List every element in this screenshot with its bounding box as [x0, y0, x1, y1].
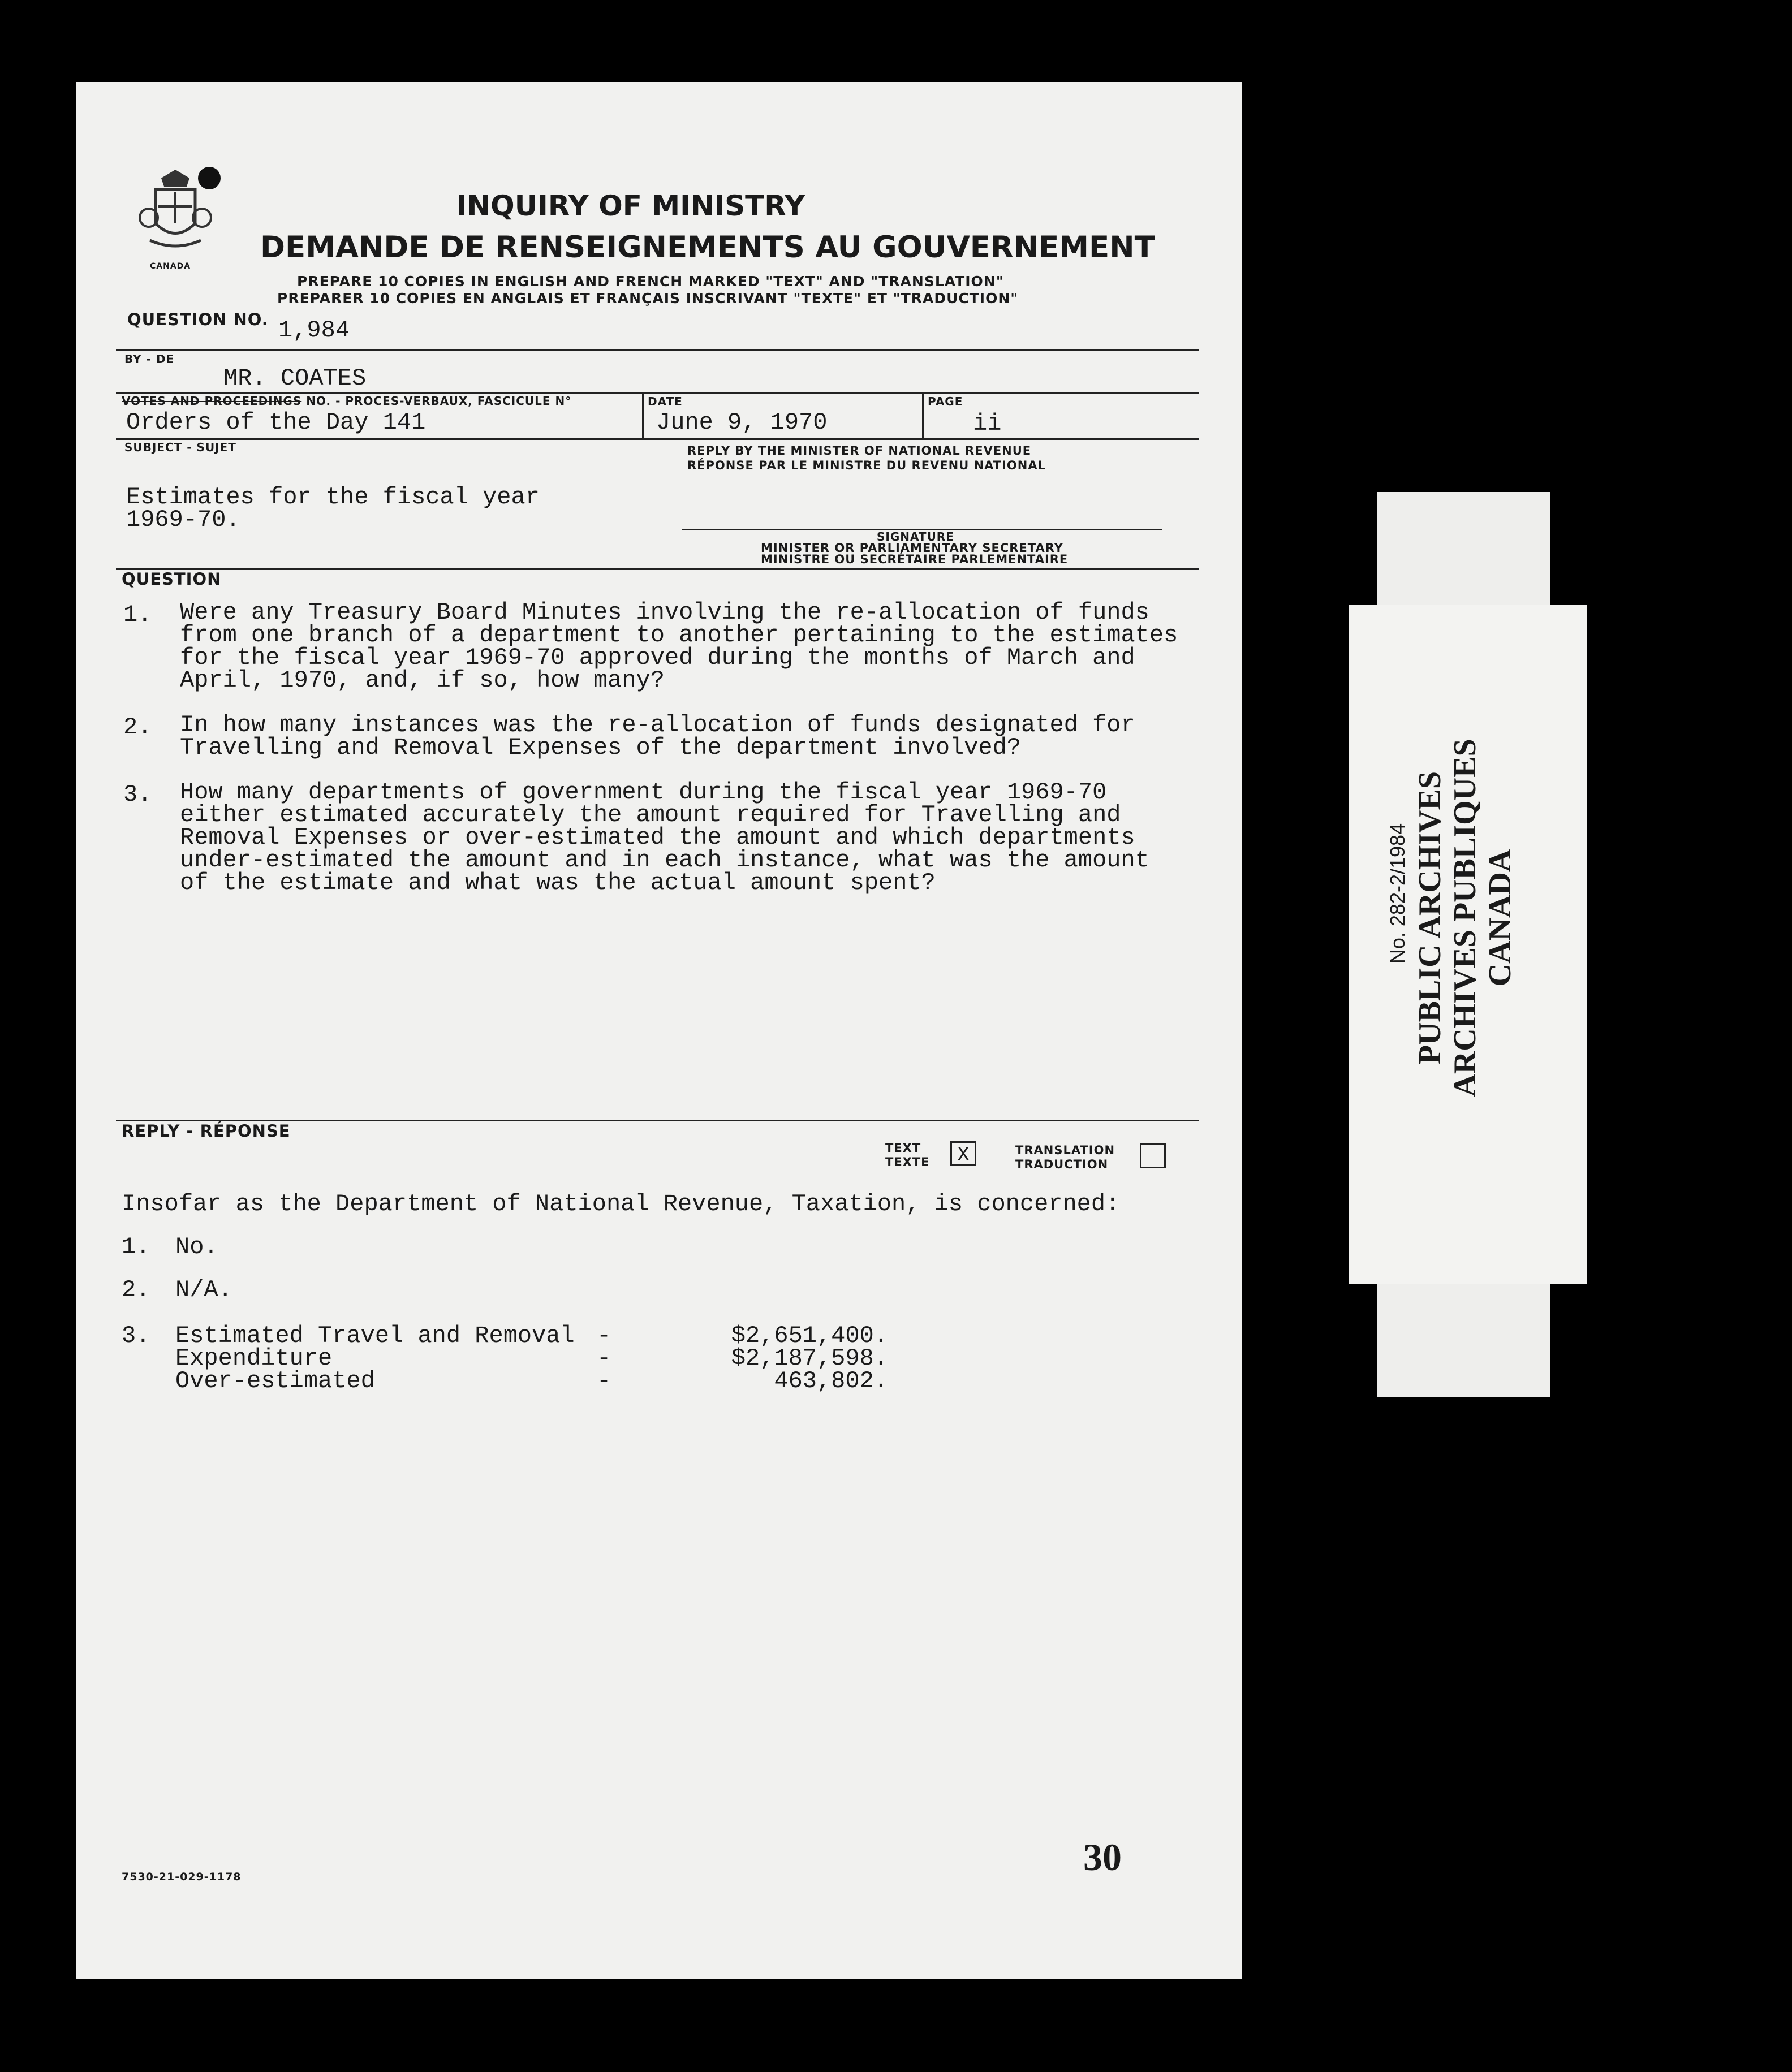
votes-label-struck: VOTES AND PROCEEDINGS: [122, 394, 302, 408]
crest-caption: CANADA: [150, 262, 191, 271]
instruction-en: PREPARE 10 COPIES IN ENGLISH AND FRENCH MARKED "TEXT" AND "TRANSLATION": [297, 273, 1004, 290]
question-item-text: How many departments of government during the fiscal year 1969-70 either estimated accurately the amount required for Travelling and Removal Expenses or over-estimated the amount and which departments under-estimated the amount and in each instance, what was the amount of the estimate and what was the actual amount spent?: [180, 779, 1149, 896]
amount-row-label: Expenditure: [175, 1345, 333, 1372]
page-label: PAGE: [928, 395, 963, 408]
title-fr: DEMANDE DE RENSEIGNEMENTS AU GOUVERNEMENT: [260, 230, 1155, 265]
amount-row-dash: -: [597, 1322, 611, 1349]
form-number: 7530-21-029-1178: [122, 1871, 242, 1883]
amount-row-value: $2,651,400.: [731, 1322, 888, 1349]
subject-line-2: 1969-70.: [126, 506, 240, 533]
answer-number: 1.: [122, 1233, 150, 1261]
answer-text: No.: [175, 1233, 218, 1261]
votes-label: [122, 394, 571, 408]
reply-label: REPLY - RÉPONSE: [122, 1121, 291, 1141]
signature-label: SIGNATURE: [877, 530, 954, 543]
by-value: MR. COATES: [223, 365, 367, 392]
page-stamp: 30: [1083, 1836, 1122, 1879]
amount-row-dash: -: [597, 1367, 611, 1395]
document-sheet: [76, 82, 1242, 1979]
text-label-fr: TEXTE: [885, 1155, 930, 1169]
votes-label-text: NO. - PROCES-VERBAUX, FASCICULE N°: [301, 394, 572, 408]
question-item: [123, 601, 1187, 697]
signature-en: MINISTER OR PARLIAMENTARY SECRETARY: [761, 541, 1063, 555]
question-item-text: In how many instances was the re-allocation of funds designated for Travelling and Removal Expenses of the department involved?: [180, 711, 1135, 761]
divider: [922, 393, 924, 438]
votes-value: Orders of the Day 141: [126, 409, 426, 436]
archive-line-3: CANADA: [1483, 849, 1518, 987]
question-no-label: QUESTION NO.: [127, 310, 269, 329]
divider: [116, 392, 1199, 394]
amount-row-value: $2,187,598.: [731, 1345, 888, 1372]
divider: [116, 349, 1199, 351]
amount-row-value: 463,802.: [774, 1367, 888, 1395]
divider: [116, 568, 1199, 570]
answer-text: N/A.: [175, 1276, 232, 1303]
subject-line-1: Estimates for the fiscal year: [126, 484, 540, 511]
date-label: DATE: [648, 395, 683, 408]
question-item: [123, 711, 1187, 765]
signature-fr: MINISTRE OU SECRÉTAIRE PARLEMENTAIRE: [761, 552, 1069, 566]
answer-number: 2.: [122, 1276, 150, 1303]
question-item: [123, 781, 1187, 900]
answer-number: 3.: [122, 1322, 150, 1349]
question-no: 1,984: [278, 317, 350, 344]
subject-label: SUBJECT - SUJET: [124, 441, 236, 454]
instruction-fr: PREPARER 10 COPIES EN ANGLAIS ET FRANÇAIS INSCRIVANT "TEXTE" ET "TRADUCTION": [277, 290, 1019, 307]
title-en: INQUIRY OF MINISTRY: [456, 189, 805, 222]
archive-line-2: ARCHIVES PUBLIQUES: [1448, 739, 1483, 1097]
reply-by-en: REPLY BY THE MINISTER OF NATIONAL REVENUE: [687, 444, 1032, 457]
question-item-number: 3.: [123, 781, 152, 808]
by-label: BY - DE: [124, 352, 175, 366]
question-item-number: 1.: [123, 601, 152, 628]
amount-row-label: Estimated Travel and Removal: [175, 1322, 575, 1349]
archive-stamp: [1412, 692, 1518, 1144]
text-label-en: TEXT: [885, 1141, 921, 1155]
translation-label-fr: TRADUCTION: [1015, 1158, 1109, 1171]
text-checkbox[interactable]: X: [950, 1141, 976, 1166]
amount-row-dash: -: [597, 1345, 611, 1372]
divider: [642, 393, 644, 438]
punch-hole: [198, 167, 221, 189]
question-item-number: 2.: [123, 714, 152, 741]
archive-line-1: PUBLIC ARCHIVES: [1412, 771, 1448, 1065]
archive-ref: No. 282-2/1984: [1386, 823, 1409, 964]
reply-by-fr: RÉPONSE PAR LE MINISTRE DU REVENU NATIONAL: [687, 459, 1046, 472]
divider: [116, 438, 1199, 440]
question-label: QUESTION: [122, 569, 222, 589]
question-item-text: Were any Treasury Board Minutes involving the re-allocation of funds from one branch of a department to another pertaining to the estimates for the fiscal year 1969-70 approved during the months of March and April, 1970, and, if so, how many?: [180, 599, 1178, 694]
reply-intro: Insofar as the Department of National Revenue, Taxation, is concerned:: [122, 1190, 1120, 1218]
date-value: June 9, 1970: [656, 409, 828, 436]
page-value: ii: [973, 410, 1002, 437]
amount-row-label: Over-estimated: [175, 1367, 375, 1395]
translation-checkbox[interactable]: [1140, 1143, 1166, 1168]
translation-label-en: TRANSLATION: [1015, 1143, 1115, 1157]
